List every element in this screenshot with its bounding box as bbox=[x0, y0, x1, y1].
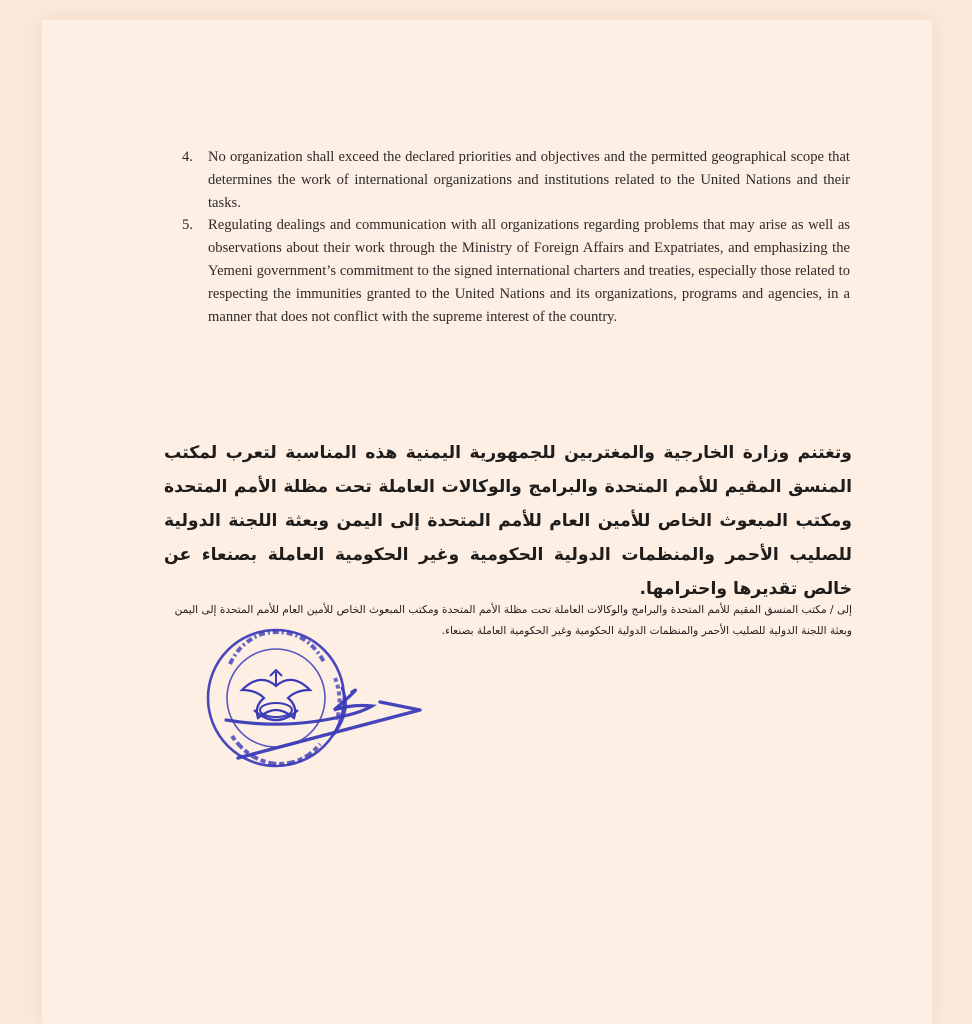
seal-lettering-side bbox=[335, 678, 340, 720]
list-item-text: Regulating dealings and communication with all organizations regarding problems that may arise as well as observations about their work through the Ministry of Foreign Affairs and Expatriates, and emphasizing the Yemeni government’s commitment to the signed international charters and treaties, especially those related to respecting the immunities granted to the United Nations and its organizations, programs and agencies, in a manner that does not conflict with the supreme interest of the country. bbox=[208, 217, 850, 325]
list-item-number: 5. bbox=[182, 217, 193, 234]
list-item-text: No organization shall exceed the declared priorities and objectives and the permitted geographical scope that determines the work of international organizations and institutions related to the United Nations and their tasks. bbox=[208, 149, 850, 211]
seal-outer-ring bbox=[208, 630, 344, 766]
document-page bbox=[42, 20, 932, 1024]
list-item-number: 4. bbox=[182, 149, 193, 165]
seal-inner-ring bbox=[227, 649, 325, 747]
list-item bbox=[182, 214, 850, 328]
numbered-list bbox=[182, 146, 850, 328]
arabic-closing-paragraph: وتغتنم وزارة الخارجية والمغتربين للجمهورية اليمنية هذه المناسبة لتعرب لمكتب المنسق المقيم للأمم المتحدة والبرامج والوكالات العاملة تحت مظلة الأمم المتحدة ومكتب المبعوث الخاص للأمين العام للأمم المتحدة إلى اليمن وبعثة اللجنة الدولية للصليب الأحمر والمنظمات الدولية الحكومية وغير الحكومية العاملة بصنعاء عن خالص تقديرها واحترامها. bbox=[164, 443, 852, 599]
official-stamp-signature bbox=[192, 618, 432, 778]
list-item bbox=[182, 146, 850, 214]
signature-stroke-main bbox=[226, 690, 372, 724]
arabic-addressee-line: إلى / مكتب المنسق المقيم للأمم المتحدة والبرامج والوكالات العاملة تحت مظلة الأمم المتحدة ومكتب المبعوث الخاص للأمين العام للأمم المتحدة إلى اليمن وبعثة اللجنة الدولية للصليب الأحمر والمنظمات الدولية الحكومية وغير الحكومية العاملة بصنعاء. bbox=[174, 604, 852, 637]
signature-stroke-cross bbox=[238, 702, 420, 758]
